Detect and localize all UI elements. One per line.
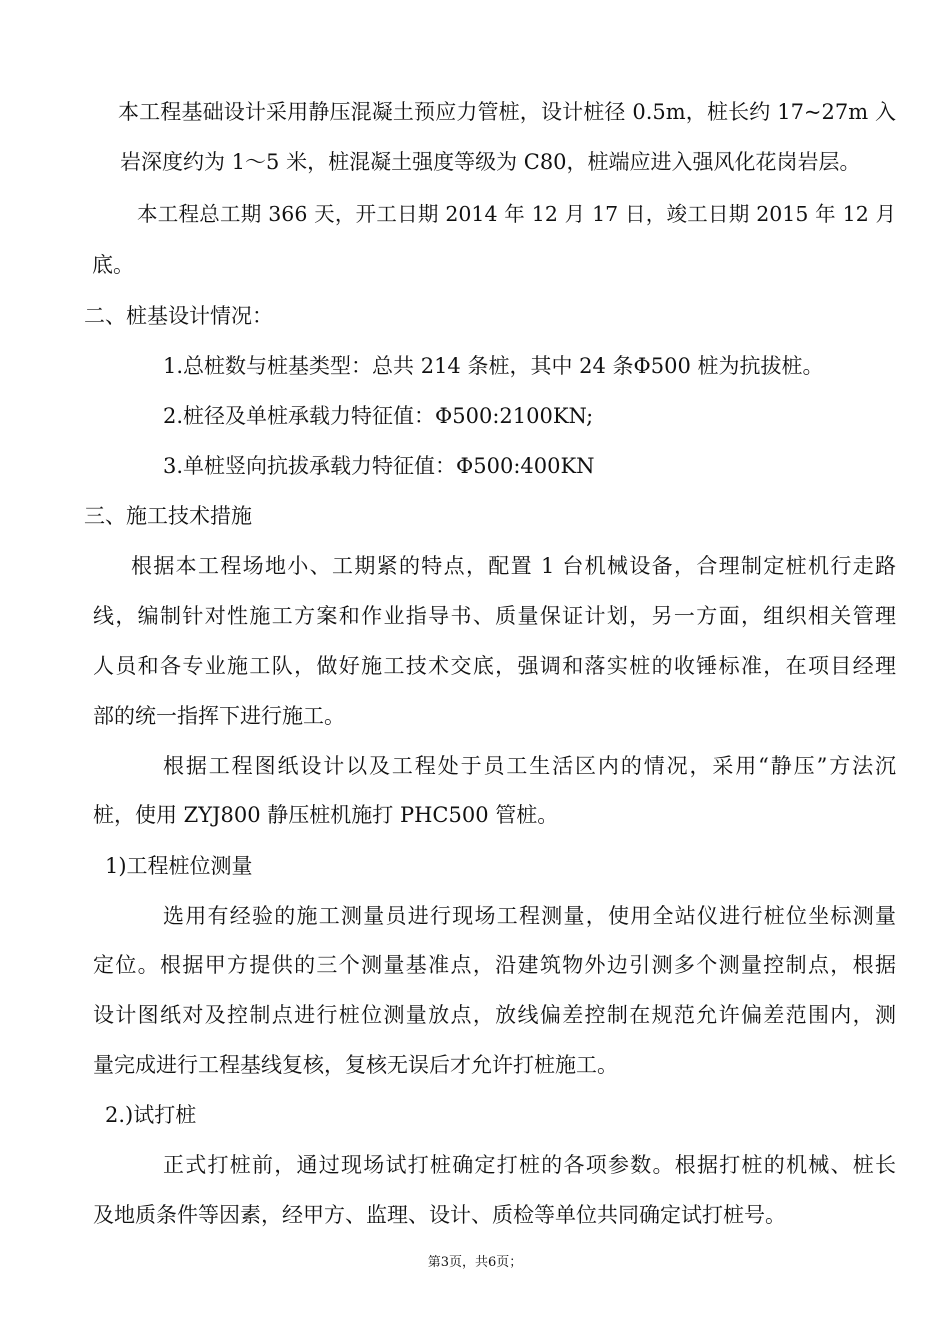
paragraph-line: 根据本工程场地小、工期紧的特点，配置 1 台机械设备，合理制定桩机行走路 (131, 554, 896, 578)
paragraph-line: 底。 (92, 253, 134, 277)
paragraph-line: 及地质条件等因素，经甲方、监理、设计、质检等单位共同确定试打桩号。 (93, 1203, 786, 1227)
subsection-heading: 2.)试打桩 (105, 1103, 197, 1127)
subsection-heading: 1)工程桩位测量 (105, 854, 253, 878)
paragraph-line: 定位。根据甲方提供的三个测量基准点，沿建筑物外边引测多个测量控制点，根据 (93, 953, 896, 977)
list-item: 2.桩径及单桩承载力特征值：Φ500:2100KN; (163, 404, 594, 428)
page-footer: 第3页，共6页； (427, 1255, 523, 1270)
paragraph-line: 桩，使用 ZYJ800 静压桩机施打 PHC500 管桩。 (93, 803, 559, 827)
paragraph-line: 设计图纸对及控制点进行桩位测量放点，放线偏差控制在规范允许偏差范围内，测 (93, 1003, 896, 1027)
paragraph-line: 选用有经验的施工测量员进行现场工程测量，使用全站仪进行桩位坐标测量 (163, 904, 896, 928)
paragraph-line: 部的统一指挥下进行施工。 (93, 704, 345, 728)
paragraph-line: 本工程基础设计采用静压混凝土预应力管桩，设计桩径 0.5m，桩长约 17~27m 入 (118, 100, 896, 124)
section-heading: 二、桩基设计情况： (84, 304, 273, 328)
paragraph-line: 量完成进行工程基线复核，复核无误后才允许打桩施工。 (93, 1053, 618, 1077)
paragraph-line: 根据工程图纸设计以及工程处于员工生活区内的情况，采用“静压”方法沉 (163, 754, 896, 778)
paragraph-line: 正式打桩前，通过现场试打桩确定打桩的各项参数。根据打桩的机械、桩长 (163, 1153, 896, 1177)
paragraph-line: 线，编制针对性施工方案和作业指导书、质量保证计划，另一方面，组织相关管理 (93, 604, 896, 628)
list-item: 3.单桩竖向抗拔承载力特征值：Φ500:400KN (163, 454, 595, 478)
list-item: 1.总桩数与桩基类型：总共 214 条桩，其中 24 条Φ500 桩为抗拔桩。 (163, 354, 824, 378)
section-heading: 三、施工技术措施 (84, 504, 252, 528)
paragraph-line: 本工程总工期 366 天，开工日期 2014 年 12 月 17 日，竣工日期 2015 年 12 月 (137, 202, 896, 226)
paragraph-line: 人员和各专业施工队，做好施工技术交底，强调和落实桩的收锤标准，在项目经理 (93, 654, 896, 678)
paragraph-line: 岩深度约为 1～5 米，桩混凝土强度等级为 C80，桩端应进入强风化花岗岩层。 (120, 150, 861, 174)
